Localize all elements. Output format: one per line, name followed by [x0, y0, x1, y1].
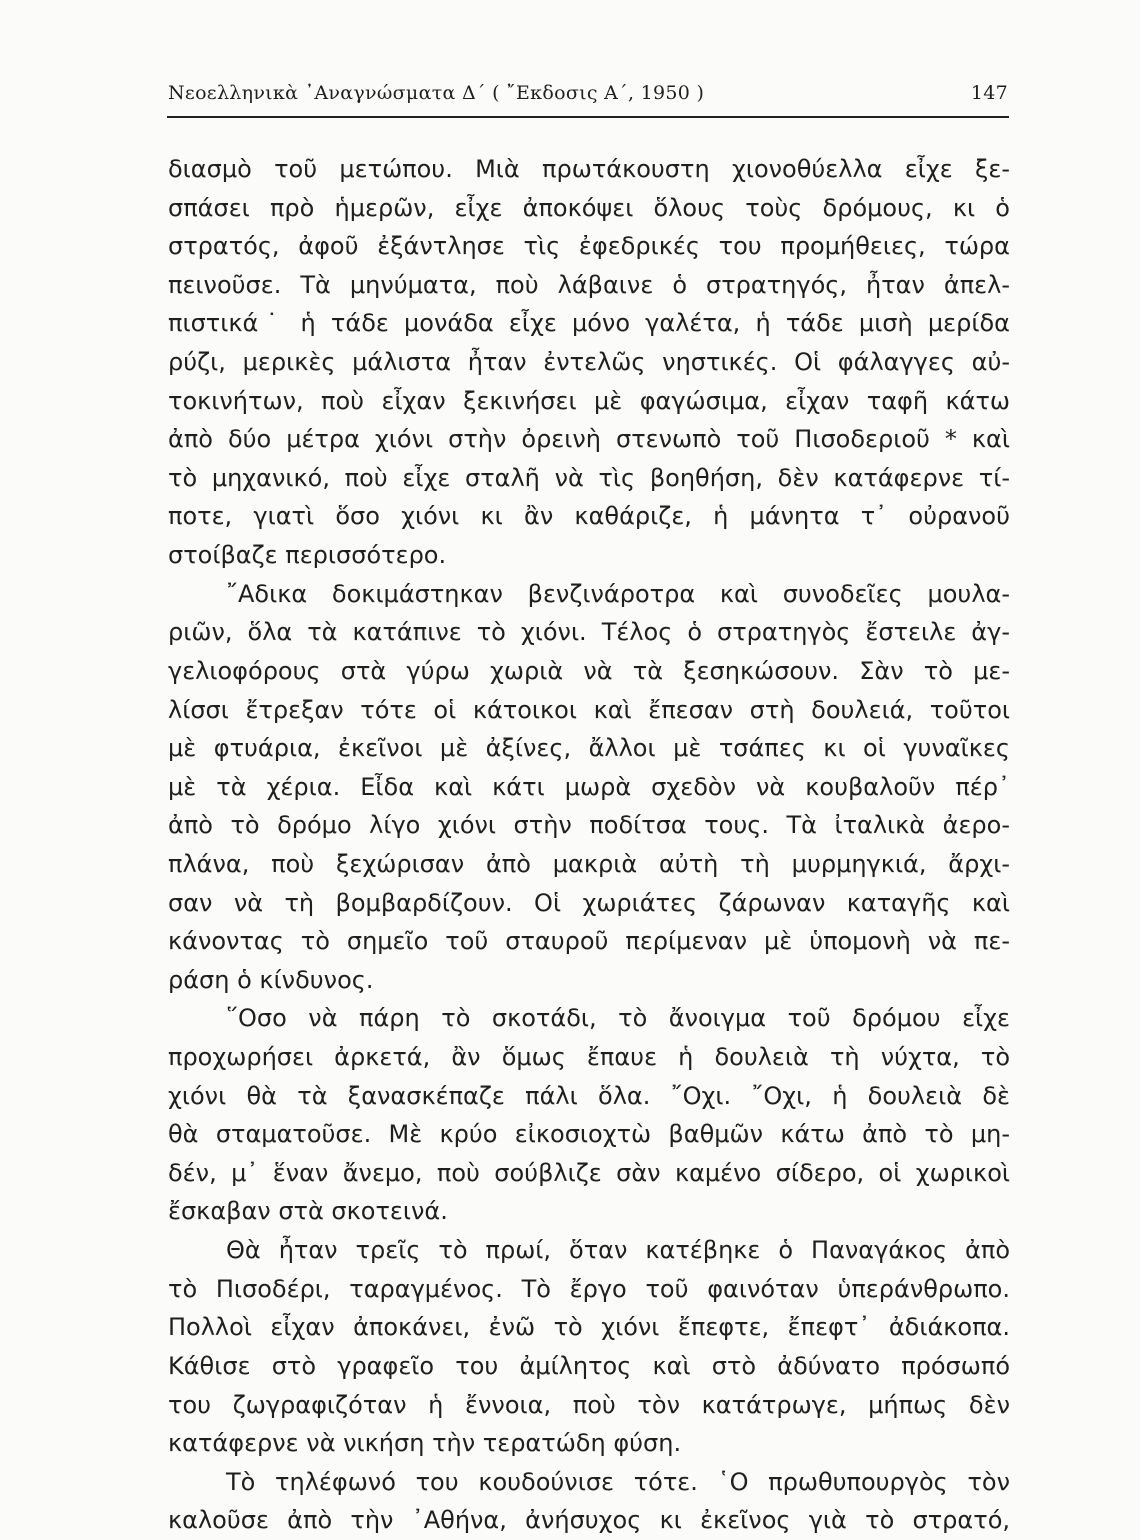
text-line: μὲ τὰ χέρια. Εἶδα καὶ κάτι μωρὰ σχεδὸν νὰ κουβαλοῦν πέρ᾿ — [168, 772, 1010, 801]
text-line: πλάνα, ποὺ ξεχώρισαν ἀπὸ μακριὰ αὐτὴ τὴ μυρμηγκιά, ἄρχι- — [168, 849, 1010, 878]
text-line: στοίβαζε περισσότερο. — [168, 541, 447, 570]
text-line: τὸ Πισοδέρι, ταραγμένος. Τὸ ἔργο τοῦ φαινόταν ὑπεράνθρωπο. — [168, 1274, 1010, 1303]
text-line: δέν, μ᾿ ἕναν ἄνεμο, ποὺ σούβλιζε σὰν καμένο σίδερο, οἱ χωρικοὶ — [168, 1158, 1010, 1187]
text-line: κάνοντας τὸ σημεῖο τοῦ σταυροῦ περίμεναν μὲ ὑπομονὴ νὰ πε- — [168, 927, 1010, 956]
text-line: ἀπὸ δύο μέτρα χιόνι στὴν ὀρεινὴ στενωπὸ τοῦ Πισοδεριοῦ * καὶ — [168, 425, 1010, 454]
text-line: ἀπὸ τὸ δρόμο λίγο χιόνι στὴν ποδίτσα τους. Τὰ ἰταλικὰ ἀερο- — [168, 811, 1010, 840]
text-line: πιστικά˙ ἡ τάδε μονάδα εἶχε μόνο γαλέτα, ἡ τάδε μισὴ μερίδα — [168, 309, 1010, 338]
text-line: λίσσι ἔτρεξαν τότε οἱ κάτοικοι καὶ ἔπεσαν στὴ δουλειά, τοῦτοι — [168, 695, 1010, 724]
text-line: γελιοφόρους στὰ γύρω χωριὰ νὰ τὰ ξεσηκώσουν. Σὰν τὸ με- — [168, 656, 1010, 685]
text-line: ράση ὁ κίνδυνος. — [168, 965, 374, 994]
header-rule — [167, 116, 1009, 118]
page-number: 147 — [970, 82, 1008, 104]
text-line: κατάφερνε νὰ νικήση τὴν τερατώδη φύση. — [168, 1429, 682, 1458]
paragraph-first-line: ῎Αδικα δοκιμάστηκαν βενζινάροτρα καὶ συνοδεῖες μουλα- — [226, 579, 1010, 608]
text-line: μὲ φτυάρια, ἐκεῖνοι μὲ ἀξίνες, ἄλλοι μὲ τσάπες κι οἱ γυναῖκες — [168, 734, 1010, 763]
text-line: Κάθισε στὸ γραφεῖο του ἀμίλητος καὶ στὸ ἀδύνατο πρόσωπό — [168, 1351, 1010, 1380]
text-line: θὰ σταματοῦσε. Μὲ κρύο εἰκοσιοχτὼ βαθμῶν κάτω ἀπὸ τὸ μη- — [168, 1120, 1010, 1149]
text-line: σπάσει πρὸ ἡμερῶν, εἶχε ἀποκόψει ὅλους τοὺς δρόμους, κι ὁ — [168, 193, 1010, 222]
text-line: χιόνι θὰ τὰ ξανασκέπαζε πάλι ὅλα. ῎Οχι. ῎Οχι, ἡ δουλειὰ δὲ — [168, 1081, 1010, 1110]
text-line: ἔσκαβαν στὰ σκοτεινά. — [168, 1197, 448, 1226]
text-line: σαν νὰ τὴ βομβαρδίζουν. Οἱ χωριάτες ζάρωναν καταγῆς καὶ — [168, 888, 1010, 917]
text-line: ριῶν, ὅλα τὰ κατάπινε τὸ χιόνι. Τέλος ὁ στρατηγὸς ἔστειλε ἀγ- — [168, 618, 1010, 647]
text-line: του ζωγραφιζόταν ἡ ἔννοια, ποὺ τὸν κατάτρωγε, μήπως δὲν — [168, 1390, 1010, 1419]
header-title: Νεοελληνικὰ ᾿Αναγνώσματα Δ΄ ( ῎Εκδοσις Α΄, 1950 ) — [168, 82, 705, 104]
text-line: προχωρήσει ἀρκετά, ἂν ὅμως ἔπαυε ἡ δουλειὰ τὴ νύχτα, τὸ — [168, 1043, 1010, 1072]
text-line: στρατός, ἀφοῦ ἐξάντλησε τὶς ἐφεδρικές του προμήθειες, τώρα — [168, 232, 1010, 261]
text-line: τοκινήτων, ποὺ εἶχαν ξεκινήσει μὲ φαγώσιμα, εἶχαν ταφῆ κάτω — [168, 386, 1010, 415]
paragraph-first-line: Θὰ ἦταν τρεῖς τὸ πρωί, ὅταν κατέβηκε ὁ Παναγάκος ἀπὸ — [226, 1236, 1010, 1265]
running-header — [168, 82, 1008, 112]
text-line: ποτε, γιατὶ ὅσο χιόνι κι ἂν καθάριζε, ἡ μάνητα τ᾿ οὐρανοῦ — [168, 502, 1010, 531]
paragraph-first-line: Τὸ τηλέφωνό του κουδούνισε τότε. ῾Ο πρωθυπουργὸς τὸν — [226, 1467, 1010, 1496]
text-line: πεινοῦσε. Τὰ μηνύματα, ποὺ λάβαινε ὁ στρατηγός, ἦταν ἀπελ- — [168, 270, 1010, 299]
paragraph-first-line: ῞Οσο νὰ πάρη τὸ σκοτάδι, τὸ ἄνοιγμα τοῦ δρόμου εἶχε — [226, 1004, 1010, 1033]
text-line: Πολλοὶ εἶχαν ἀποκάνει, ἐνῶ τὸ χιόνι ἔπεφτε, ἔπεφτ᾿ ἀδιάκοπα. — [168, 1313, 1010, 1342]
text-line: τὸ μηχανικό, ποὺ εἶχε σταλῆ νὰ τὶς βοηθήση, δὲν κατάφερνε τί- — [168, 463, 1010, 492]
text-line: καλοῦσε ἀπὸ τὴν ᾿Αθήνα, ἀνήσυχος κι ἐκεῖνος γιὰ τὸ στρατό, — [168, 1506, 1010, 1535]
text-line: διασμὸ τοῦ μετώπου. Μιὰ πρωτάκουστη χιονοθύελλα εἶχε ξε- — [168, 155, 1010, 183]
text-line: ρύζι, μερικὲς μάλιστα ἦταν ἐντελῶς νηστικές. Οἱ φάλαγγες αὐ- — [168, 348, 1010, 377]
body-text — [168, 150, 1010, 1540]
